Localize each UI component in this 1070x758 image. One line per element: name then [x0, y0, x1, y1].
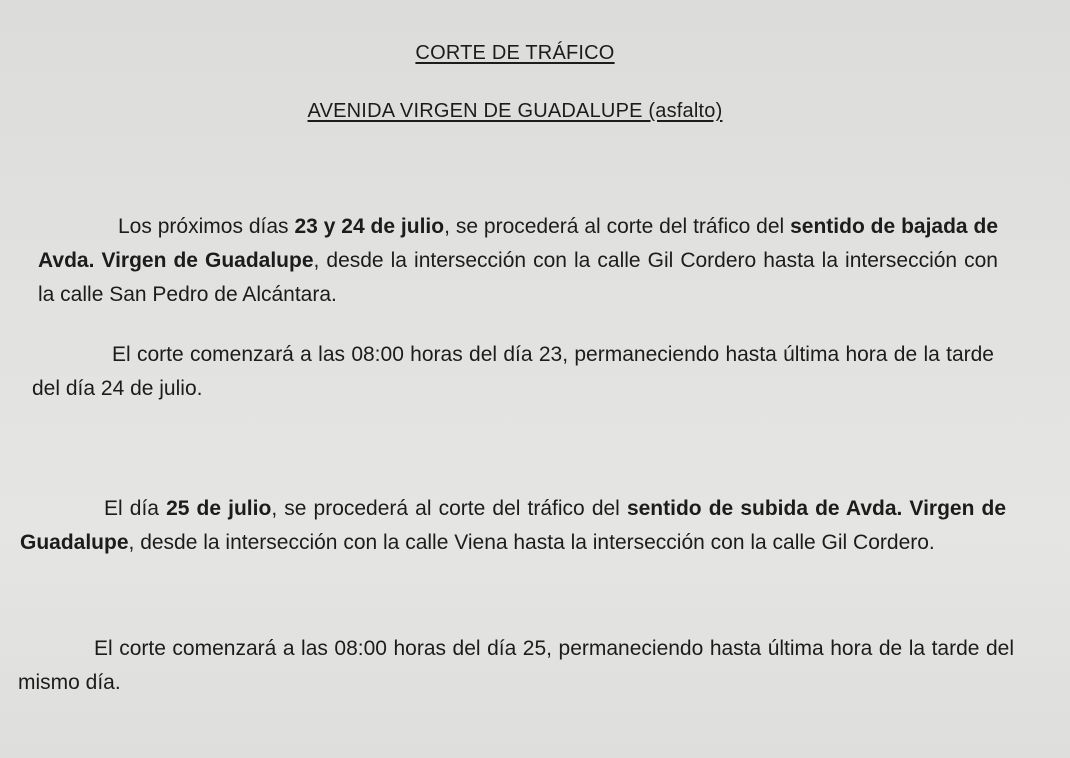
paragraph-bold-dates: 23 y 24 de julio — [294, 215, 445, 238]
paragraph-text: El día — [104, 497, 167, 520]
paragraph-text: , se procederá al corte del tráfico del — [444, 215, 791, 238]
paragraph-text: , desde la intersección con la calle Gil Cordero hasta la intersección con la calle San Pedro de Alcántara. — [38, 249, 998, 306]
paragraph-text: Los próximos días — [118, 215, 295, 238]
document-subtitle: AVENIDA VIRGEN DE GUADALUPE (asfalto) — [307, 100, 723, 122]
paragraph-bold-direction: sentido de bajada de Avda. Virgen de Guadalupe — [38, 215, 999, 272]
paragraph-schedule-downhill — [32, 338, 994, 406]
paragraph-closure-uphill — [20, 492, 1006, 560]
paragraph-text: El corte comenzará a las 08:00 horas del día 23, permaneciendo hasta última hora de la tarde del día 24 de julio. — [32, 343, 994, 400]
paragraph-bold-date: 25 de julio — [166, 497, 272, 520]
document-title: CORTE DE TRÁFICO — [415, 42, 615, 64]
paragraph-text: , desde la intersección con la calle Viena hasta la intersección con la calle Gil Cordero. — [128, 531, 935, 554]
paragraph-text: , se procederá al corte del tráfico del — [271, 497, 627, 520]
paragraph-text: El corte comenzará a las 08:00 horas del día 25, permaneciendo hasta última hora de la tarde del mismo día. — [18, 637, 1014, 694]
paragraph-schedule-uphill — [18, 632, 1014, 700]
paragraph-bold-direction: sentido de subida de Avda. Virgen de Guadalupe — [20, 497, 1007, 554]
paragraph-closure-downhill — [38, 210, 998, 312]
